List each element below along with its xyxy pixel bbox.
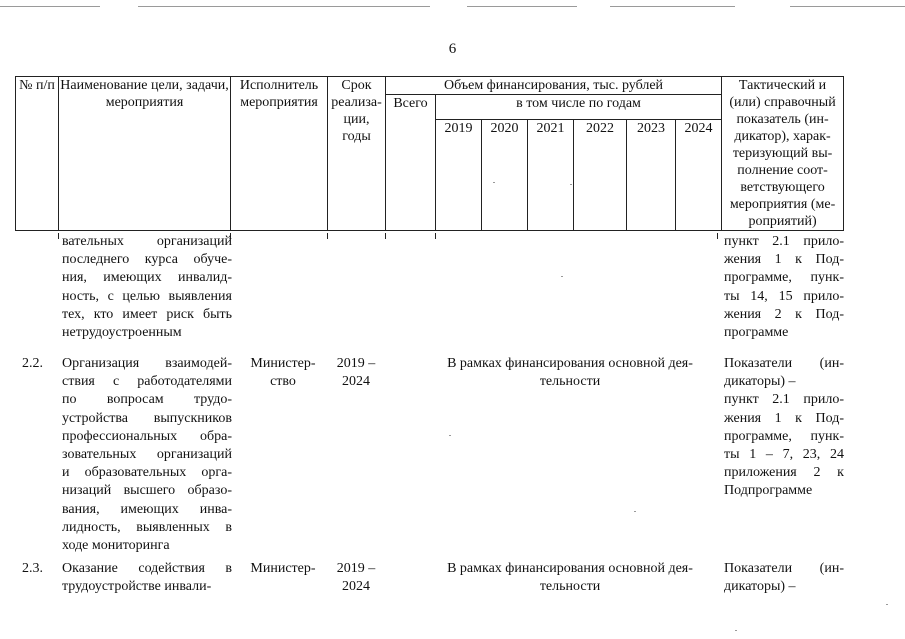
page-number: 6 (448, 41, 457, 57)
row-funding: В рамках финансирования основной дея- тельности (447, 561, 693, 595)
header-year: 2021 (528, 120, 574, 231)
scan-speck (449, 435, 451, 436)
scan-edge-line (790, 6, 905, 7)
header-by-years: в том числе по годам (436, 95, 722, 120)
scan-edge-line (138, 6, 430, 7)
table-body (0, 233, 905, 639)
row-number: 2.2. (22, 356, 43, 371)
header-num: № п/п (16, 77, 59, 231)
row-term: 2019 – 2024 (336, 561, 376, 595)
column-tick (327, 233, 328, 239)
scan-speck (735, 630, 737, 631)
header-year: 2024 (676, 120, 722, 231)
column-tick (385, 233, 386, 239)
header-term-line: реализа- (331, 95, 382, 110)
header-indicator: Тактический и (или) справочный показатель (ин- дикатор), харак- теризующий вы- полнение соот- ветствующего мероприятия (ме- роприятий) (722, 77, 844, 231)
header-term-line: годы (342, 129, 371, 144)
scan-edge-line (610, 6, 735, 7)
row-indicator: Показатели (ин- дикаторы) – (724, 561, 844, 595)
table-header (15, 76, 844, 231)
row-funding: В рамках финансирования основной дея- тельности (447, 356, 693, 390)
header-term (328, 77, 386, 231)
row-continuation-name: вательных организаций последнего курса обуче- ния, имеющих инвалид- ность, с целью выявления тех, кто имеет риск быть нетрудоустроенным (62, 234, 232, 341)
scan-speck (570, 184, 572, 185)
row-number: 2.3. (22, 561, 43, 576)
scan-speck (561, 276, 563, 277)
row-term: 2019 – 2024 (336, 356, 376, 390)
column-tick (58, 233, 59, 239)
header-executor: Исполнитель мероприятия (231, 77, 328, 231)
scan-speck (634, 511, 636, 512)
header-year: 2023 (627, 120, 676, 231)
header-total: Всего (386, 95, 436, 231)
header-term-line: ции, (343, 112, 370, 127)
row-executor: Министер- ство (250, 356, 316, 390)
header-funding: Объем финансирования, тыс. рублей (386, 77, 722, 95)
row-name: Оказание содействия в трудоустройстве инвали- (62, 561, 232, 595)
row-executor: Министер- (250, 561, 316, 576)
header-name: Наименование цели, задачи, мероприятия (59, 77, 231, 231)
row-continuation-indicator: пункт 2.1 прило- жения 1 к Под- программе, пунк- ты 14, 15 прило- жения 2 к Под- программе (724, 234, 844, 341)
column-tick (435, 233, 436, 239)
header-year: 2022 (574, 120, 627, 231)
column-tick (717, 233, 718, 239)
scan-edge-line (467, 6, 577, 7)
scan-edge-line (0, 6, 100, 7)
scan-speck (886, 604, 888, 605)
header-term-line: Срок (341, 78, 372, 93)
scan-speck (493, 182, 495, 183)
row-name: Организация взаимодей- ствия с работодателями по вопросам трудо- устройства выпускников профессиональных обра- зовательных организаций и образовательных орга- низаций высшего образо- вания, имеющих инва- лидность, выявленных в ходе мониторинга (62, 356, 232, 554)
header-year: 2020 (482, 120, 528, 231)
row-indicator: Показатели (ин- дикаторы) – пункт 2.1 прило- жения 1 к Под- программе, пунк- ты 1 – 7, 23, 24 приложения 2 к Подпрограмме (724, 356, 844, 499)
header-year: 2019 (436, 120, 482, 231)
